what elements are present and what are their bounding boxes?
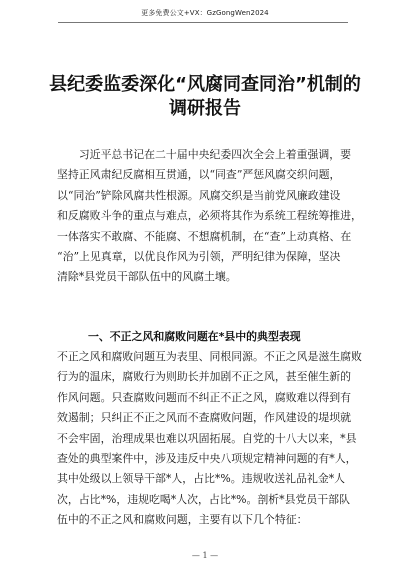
header-divider — [58, 22, 348, 23]
text-line: 习近平总书记在二十届中央纪委四次全会上着重强调，要 — [57, 148, 352, 161]
text-line: 效遏制；只纠正不正之风而不查腐败问题，作风建设的堤坝就 — [57, 411, 352, 425]
text-line: 其中处级以上领导干部*人，占比*%。违规收送礼品礼金*人 — [57, 472, 346, 486]
text-line: 查处的典型案件中，涉及违反中央八项规定精神问题的有*人， — [57, 452, 357, 466]
text-line: 以“同治”铲除风腐共性根源。风腐交织是当前党风廉政建设 — [57, 188, 341, 202]
title-line-2: 调研报告 — [169, 98, 241, 119]
text-line: 行为的温床，腐败行为则助长并加剧不正之风，甚至催生新的 — [57, 370, 352, 384]
text-line: 一体落实不敢腐、不能腐、不想腐机制，在“查”上动真格、在 — [57, 229, 352, 243]
text-line: 清除*县党员干部队伍中的风腐土壤。 — [57, 270, 237, 284]
section-heading: 一、不正之风和腐败问题在*县中的典型表现 — [88, 330, 301, 343]
text-line: “治”上见真章，以优良作风为引领，严明纪律为保障，坚决 — [57, 250, 341, 264]
text-line: 次，占比*%，违规吃喝*人次，占比*%。剖析*县党员干部队 — [57, 492, 350, 506]
section-paragraph — [57, 347, 362, 531]
header-banner: 更多免费公文+VX：GzGongWen2024 — [141, 9, 269, 17]
text-line: 不正之风和腐败问题互为表里、同根同源。不正之风是滋生腐败 — [57, 350, 362, 363]
text-line: 坚持正风肃纪反腐相互贯通，以“同查”严惩风腐交织问题， — [57, 168, 341, 182]
title-line-1: 县纪委监委深化“风腐同查同治”机制的 — [49, 74, 361, 95]
text-line: 作风问题。只查腐败问题而不纠正不正之风，腐败难以得到有 — [57, 390, 352, 404]
intro-paragraph — [57, 145, 362, 288]
text-line: 不会牢固，治理成果也难以巩固拓展。自党的十八大以来，*县 — [57, 431, 357, 445]
document-title — [0, 73, 410, 121]
text-line: 伍中的不正之风和腐败问题，主要有以下几个特征： — [57, 513, 308, 527]
page-number: — 1 — — [191, 551, 219, 560]
text-line: 和反腐败斗争的重点与难点，必须将其作为系统工程统筹推进， — [57, 209, 362, 223]
